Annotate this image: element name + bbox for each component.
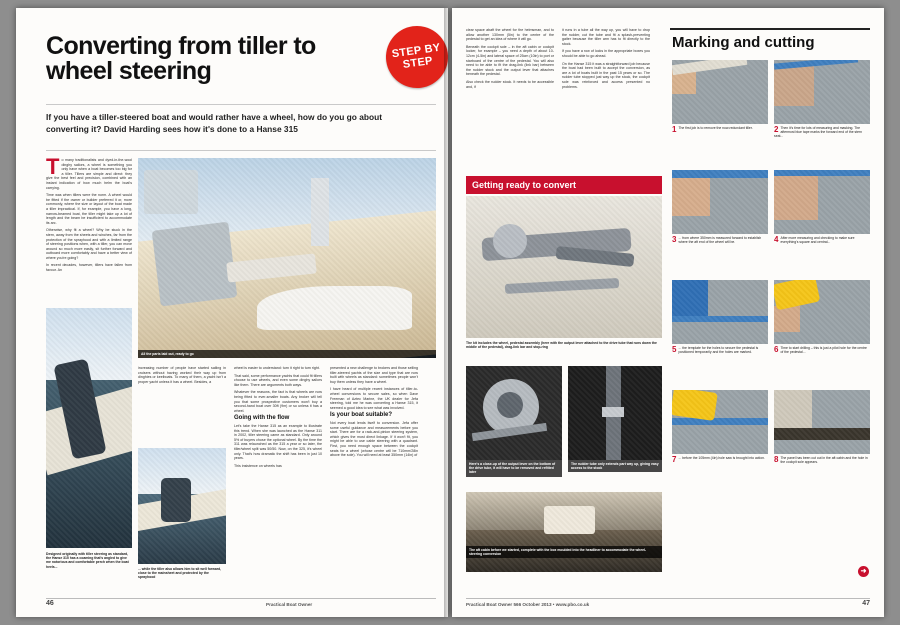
step-text-7: ... before the 105mm (4in) hole saw is brought into action.	[678, 456, 765, 460]
body-column-1	[46, 154, 132, 276]
caption-rudder-strip	[568, 460, 662, 472]
body-column-6	[562, 28, 650, 92]
step-caption-5	[672, 346, 768, 354]
main-photo-caption: All the parts laid out, ready to go	[141, 351, 194, 356]
main-photo-parts-laid-out	[138, 158, 436, 358]
step-cell-3	[672, 170, 768, 274]
para-5-2: Beneath the cockpit sole – in the aft cabin or cockpit locker, for example – you need a depth of about 10-12cm (4-5in) and lateral space of 25cm (10in) to port or starboard of the centre of the pedestal. You will also need to be able to fit the drag-link (link bar) between the rudder stock and the output lever that attaches beneath the pedestal.	[466, 44, 554, 77]
step-number-1: 1	[672, 125, 677, 134]
body-column-2	[138, 366, 226, 387]
caption-lever: Here's a close-up of the output lever on the bottom of the drive tube, it will have to be removed and refitted later	[469, 462, 556, 475]
caption-rudder: The rudder tube only extends part way up, giving easy access to the stock	[571, 462, 659, 471]
step-badge-label: STEP BY STEP	[391, 41, 442, 71]
step-text-6: Time to start drilling – this is just a pilot hole for the centre of the pedestal...	[780, 346, 867, 355]
marking-and-cutting-title: Marking and cutting	[672, 34, 815, 51]
para-3-2: That said, some performance yachts that could fit tillers choose to use wheels, and even some dinghy sailors like them. There are arguments both ways.	[234, 373, 322, 387]
folio-left: 46	[46, 600, 54, 607]
photo-output-lever	[466, 366, 562, 460]
footer-strap-left: Practical Boat Owner	[266, 602, 313, 607]
step-image-6	[774, 280, 870, 344]
step-number-4: 4	[774, 235, 779, 244]
photo-tiller-forward	[138, 448, 226, 564]
body-column-3	[234, 366, 322, 471]
divider-top	[46, 104, 436, 105]
step-text-2: Then it's time for lots of measuring and masking. The aftermost blue tape marks the forward end of the stern seat...	[774, 126, 863, 139]
para-3-5: This insistence on wheels has	[234, 463, 282, 468]
photo-kit-pedestal	[466, 196, 662, 338]
para-3-1: wheel is easier to understand: turn it right to turn right.	[234, 366, 320, 370]
step-image-7	[672, 390, 768, 454]
body-column-5	[466, 28, 554, 92]
step-cell-4	[774, 170, 870, 274]
caption-kit: The kit includes the wheel, pedestal assembly (here with the output lever attached to the drive tube that runs down the middle of the pedestal), drag-link bar and stop-ring	[466, 341, 657, 350]
para-6-2: If you have a row of locks in the appropriate boxes you should be able to go ahead.	[562, 49, 650, 58]
step-image-8	[774, 390, 870, 454]
step-caption-1	[672, 126, 768, 133]
step-caption-3	[672, 236, 768, 244]
step-cell-2	[774, 60, 870, 164]
step-text-1: The first job is to remove the now-redundant tiller.	[678, 126, 753, 130]
caption-bottom-mid: ... while the tiller also allows him to sit well forward, close to the mainsheet and protected by the sprayhood	[138, 567, 222, 580]
step-number-2: 2	[774, 125, 779, 134]
step-caption-2	[774, 126, 870, 139]
step-number-3: 3	[672, 235, 677, 244]
step-text-4: After more measuring and checking to make sure everything's square and central...	[780, 236, 855, 245]
step-number-8: 8	[774, 455, 779, 464]
right-page	[452, 8, 884, 617]
caption-bottom-left: Designed originally with tiller steering as standard, the Hanse 315 has a coaming that's angled to give me notorious and comfortable perch when the boat heels...	[46, 552, 129, 569]
para-4-3: Not every boat lends itself to conversion. Jefa offer some useful guidance and measurements before you start. There are for a rack-and-pinion steering system, which gives the most direct linkage. If it won't fit, you might be able to use cable steering with a quadrant. First, you need enough space between the cockpit seats for a wheel (whose centre will be 710mm/28in above the sole). You will need at least 350mm (14in) of	[330, 420, 418, 458]
para-2-1: increasing number of people have started sailing in cruisers without having worked their way up from dinghies or keelboats. To many of them, a yacht isn't a proper yacht unless it has a wheel. Besides, a	[138, 366, 226, 384]
para-4-2: I have heard of multiple recent instances of tiller-to-wheel conversions to secure sales, so when Dave Freeman of Aztec Marine, the UK dealer for Jefa steering, told me he was converting a Hanse 315, it seemed a good idea to see what was involved.	[330, 387, 418, 410]
step-cell-7	[672, 390, 768, 494]
step-image-3	[672, 170, 768, 234]
marking-rule-top	[670, 28, 870, 30]
photo-tiller-coaming	[46, 308, 132, 548]
step-cell-1	[672, 60, 768, 164]
para-4-1: presented a new challenge to brokers and those selling tiller-steered yachts of the size and type that are now built with wheels as standard: sometimes people won't buy them unless they have a wheel.	[330, 366, 418, 384]
page-title: Converting from tiller to wheel steering	[46, 32, 316, 85]
step-cell-5	[672, 280, 768, 384]
para-3-3: Whatever the reasons, the fact is that wheels are now being fitted to ever-smaller boats. Any broker will tell you that some prospective customers won't buy a second-hand boat over 30ft (9m) or so unless it has a wheel.	[234, 390, 322, 413]
footer-strap-centre: Practical Boat Owner 566 October 2013 • www.pbo.co.uk	[466, 602, 590, 607]
subhead-going-with-the-flow: Going with the flow	[234, 415, 290, 422]
standfirst: If you have a tiller-steered boat and would rather have a wheel, how do you go about converting it? David Harding sees how it's done to a Hanse 315	[46, 112, 382, 134]
divider-standfirst	[46, 150, 436, 151]
step-cell-8	[774, 390, 870, 494]
caption-aft-cabin: The aft cabin before we started, complete with the box moulded into the headliner to accommodate the wheel-steering conversion	[469, 548, 647, 557]
step-number-6: 6	[774, 345, 779, 354]
left-page	[16, 8, 448, 617]
para-5-1: clear space abaft the wheel for the helmsman, and to allow another 130mm (5in) to the centre of the pedestal to get an idea of where it will go.	[466, 28, 554, 42]
body-column-4	[330, 366, 418, 461]
step-text-5: ... the template for the holes to secure the pedestal is positioned temporarily and the holes are marked.	[678, 346, 759, 355]
subhead-is-your-boat-suitable: Is your boat suitable?	[330, 412, 393, 419]
step-number-5: 5	[672, 345, 677, 354]
step-image-4	[774, 170, 870, 234]
step-text-3: ... from where 350mm is measured forward to establish where the aft end of the wheel will be.	[678, 236, 762, 245]
para-5-3: Also check the rudder stock. It needs to be accessible and, if	[466, 79, 554, 89]
folio-right: 47	[862, 600, 870, 607]
step-caption-4	[774, 236, 870, 244]
step-caption-6	[774, 346, 870, 354]
footer-rule-right	[466, 598, 870, 599]
photo-rudder-tube	[568, 366, 662, 460]
para-6-3: On the Hanse 315 it was a straightforward job because the boat had been built to accept the conversion, as are a lot of boats built in the past 15 years or so. The rudder tube stopped just way up the stock, the cockpit sole was reinforced and access presented no problems.	[562, 61, 650, 89]
para-1-2: Time was when tillers were the norm. A wheel would be fitted if the owner or builder preferred it or, more commonly, where the size or layout of the boat made a tiller impractical. If, for example, you have a long, narrow-beamed boat, the tiller might take up a lot of length and the beam be insufficient to accommodate its arc.	[46, 193, 132, 225]
step-caption-7	[672, 456, 768, 463]
step-caption-8	[774, 456, 870, 464]
panel-heading-getting-ready: Getting ready to convert	[466, 176, 662, 194]
caption-lever-strip	[466, 460, 562, 477]
photo-aft-cabin	[466, 492, 662, 572]
step-text-8: The panel has been cut out in the aft cabin and the hole in the cockpit sole appears.	[780, 456, 868, 465]
step-cell-6	[774, 280, 870, 384]
para-1-4: In recent decades, however, tillers have fallen from favour. An	[46, 263, 132, 273]
step-image-5	[672, 280, 768, 344]
continue-arrow-icon: ➜	[858, 566, 869, 577]
footer-rule-left	[46, 598, 436, 599]
step-number-7: 7	[672, 455, 677, 464]
para-1-1: To many traditionalists and dyed-in-the-wool dinghy sailors, a wheel is something you only have when a boat becomes too big for a tiller. Tillers are simple and direct: they give the best feel and precision, combined with an instant indication of how much helm the boat's carrying.	[46, 154, 132, 190]
para-3-4: Let's take the Hanse 315 as an example to illustrate this trend. When she was launched as the Hanse 311 in 2002, tiller steering came as standard. Only around 5% of buyers chose the optional wheel. By the time the 311 was relaunched as the 315 a year or so later, the tiller/wheel split was 50/50. Now, on the 325, it's wheel only. That's how dramatic the shift has been in just 10 years.	[234, 423, 322, 461]
para-6-1: it runs in a tube all the way up, you will have to drop the rudder, cut the tube and fit a splash-preventing gaiter because the tiller arm has to fit directly to the stock.	[562, 28, 650, 46]
para-1-3: Otherwise, why fit a wheel? Why be stuck in the stern, away from the sheets and winches, far from the protection of the sprayhood and with a limited range of steering positions when, with a tiller, you can move around so much more easily, sit further forward and outboard more comfortably and have a better view of where you're going?	[46, 228, 132, 260]
step-by-step-badge	[382, 22, 452, 92]
caption-aft-cabin-strip	[466, 546, 662, 558]
step-image-2	[774, 60, 870, 124]
step-image-1	[672, 60, 768, 124]
